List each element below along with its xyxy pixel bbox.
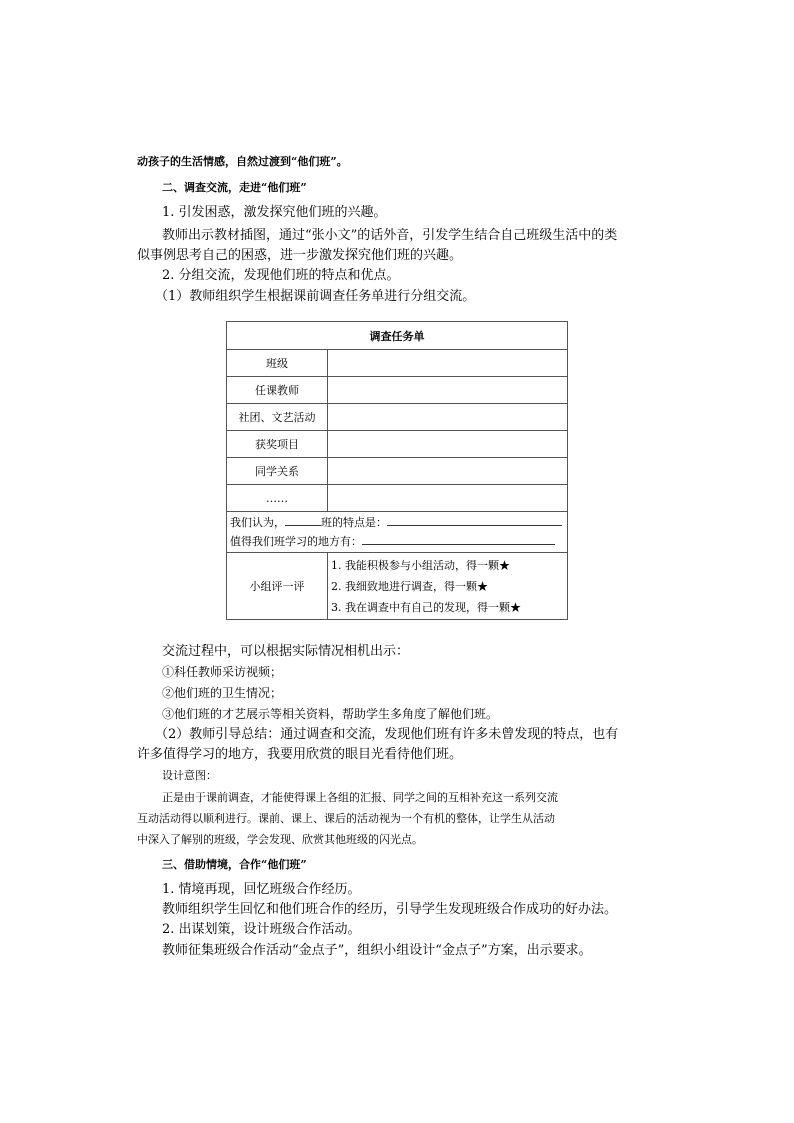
evaluation-item: 1. 我能积极参与小组活动，得一颗★ [331,558,510,572]
evaluation-item: 2. 我细致地进行调查，得一颗★ [331,579,488,593]
paragraph-step-1-detail-b: 似事例思考自己的困惑，进一步激发探究他们班的兴趣。 [137,248,463,263]
paragraph-step-4-detail: 教师征集班级合作活动“金点子”，组织小组设计“金点子”方案，出示要求。 [162,943,592,958]
paragraph-step-2-sub-1: （1）教师组织学生根据课前调查任务单进行分组交流。 [155,289,476,304]
paragraph-summary-b: 许多值得学习的地方，我要用欣赏的眼目光看待他们班。 [137,747,463,762]
evaluation-row [227,553,568,620]
row-label: 任课教师 [227,377,328,404]
table-row [227,431,568,458]
paragraph-step-3-detail: 教师组织学生回忆和他们班合作的经历，引导学生发现班级合作成功的好办法。 [162,902,618,917]
evaluation-items [328,553,568,620]
paragraph-step-1-detail-a: 教师出示教材插图，通过“张小文”的话外音，引发学生结合自己班级生活中的类 [162,228,618,243]
row-label: 班级 [227,350,328,377]
paragraph-step-3: 1. 情境再现，回忆班级合作经历。 [162,882,361,897]
table-row [227,485,568,512]
list-item-video: ①科任教师采访视频； [162,665,283,679]
design-intent-label: 设计意图： [162,769,217,782]
paragraph-exchange: 交流过程中，可以根据实际情况相机出示： [162,644,410,659]
paragraph-summary-a: （2）教师引导总结：通过调查和交流，发现他们班有许多未曾发现的特点，也有 [155,727,619,742]
row-value [328,350,568,377]
paragraph-step-1: 1. 引发困惑，激发探究他们班的兴趣。 [162,205,387,220]
table-row [227,404,568,431]
table-row [227,377,568,404]
fill-line-learn: 值得我们班学习的地方有： [227,532,567,551]
blank-learn [362,532,555,545]
design-intent-line-2: 互动活动得以顺利进行。课前、课上、课后的活动视为一个有机的整体，让学生从活动 [137,812,555,825]
paragraph-step-2: 2. 分组交流，发现他们班的特点和优点。 [162,268,400,283]
evaluation-item: 3. 我在调查中有自己的发现，得一颗★ [331,600,521,614]
paragraph-transition: 动孩子的生活情感，自然过渡到“他们班”。 [137,155,348,168]
row-label: 获奖项目 [227,431,328,458]
list-item-hygiene: ②他们班的卫生情况； [162,686,283,700]
row-label: 社团、文艺活动 [227,404,328,431]
fill-in-row [227,512,568,553]
row-value [328,458,568,485]
row-label: …… [227,485,328,512]
evaluation-label: 小组评一评 [227,553,328,620]
fill-line-features: 我们认为， 班的特点是： [227,513,567,532]
blank-class-name [285,513,321,526]
blank-features [387,513,562,526]
row-value [328,431,568,458]
paragraph-step-4: 2. 出谋划策，设计班级合作活动。 [162,922,361,937]
section-heading-3: 三、借助情境，合作“他们班” [162,858,307,871]
table-row [227,350,568,377]
table-row [227,458,568,485]
section-heading-2: 二、调查交流，走进“他们班” [162,181,307,194]
row-value [328,404,568,431]
design-intent-line-3: 中深入了解别的班级，学会发现、欣赏其他班级的闪光点。 [137,833,423,846]
design-intent-line-1: 正是由于课前调查，才能使得课上各组的汇报、同学之间的互相补充这一系列交流 [162,791,558,804]
list-item-talent: ③他们班的才艺展示等相关资料，帮助学生多角度了解他们班。 [162,707,499,721]
survey-task-table [226,321,568,620]
table-title: 调查任务单 [227,322,568,350]
row-label: 同学关系 [227,458,328,485]
row-value [328,485,568,512]
row-value [328,377,568,404]
